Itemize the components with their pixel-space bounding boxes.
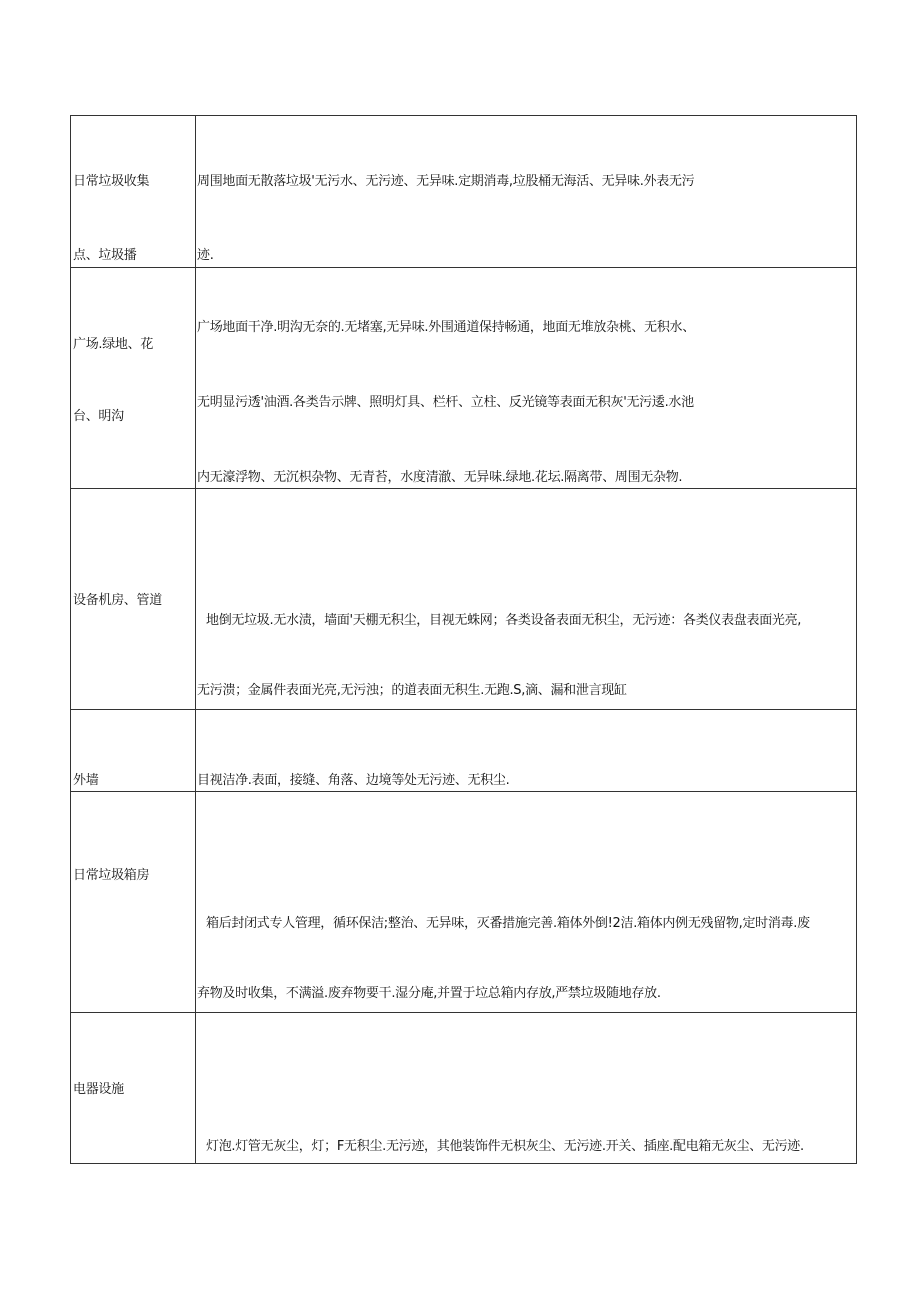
row-content: 内无濠浮物、无沉枳杂物、无青苔，水度清澈、无异味.绿地.花坛.隔离带、周围无杂物. <box>197 470 683 485</box>
row-label: 外墙 <box>73 773 99 788</box>
row-label: 点、垃圾播 <box>73 248 137 263</box>
row-content: 弃物及时收集，不满溢.废弃物要干.湿分庵,并置于垃总箱内存放,严禁垃圾随地存放. <box>197 986 661 1001</box>
row-content: 箱后封闭式专人管理，循环保洁;整治、无异味，灭番措施完善.箱体外倒!2洁.箱体内例无残留物,定时消毒.废 <box>206 916 810 931</box>
cleaning-standards-table <box>70 115 857 1164</box>
row-content: 灯泡.灯管无灰尘，灯；F无积尘.无污迹，其他装饰件无枳灰尘、无污迹.开关、插座.配电箱无灰尘、无污迹. <box>206 1139 804 1154</box>
row-divider <box>71 488 856 489</box>
row-label: 广场.绿地、花 <box>73 337 154 352</box>
row-content: 周围地面无散落垃圾'无污水、无污迹、无异味.定期消毒,垃股桶无海活、无异味.外表无污 <box>197 174 695 189</box>
row-divider <box>71 791 856 792</box>
row-label: 日常垃圾箱房 <box>73 868 150 883</box>
row-divider <box>71 1012 856 1013</box>
row-label: 日常垃圾收集 <box>73 174 150 189</box>
row-content: 迹. <box>197 248 214 263</box>
row-content: 广场地面干净.明沟无奈的.无堵塞,无异味.外围通道保持畅通，地面无堆放杂桃、无积水、 <box>197 320 695 335</box>
row-label: 台、明沟 <box>73 409 124 424</box>
row-label: 设备机房、管道 <box>73 593 162 608</box>
column-divider <box>195 116 196 1163</box>
row-content: 无污溃；金属件表面光亮,无污浊；的道表面无积生.无跑.S,滴、漏和泄言现缸 <box>197 683 627 698</box>
row-divider <box>71 709 856 710</box>
row-divider <box>71 267 856 268</box>
row-label: 电器设施 <box>73 1082 124 1097</box>
row-content: 目视洁净.表面，接缝、角落、边境等处无污迹、无积尘. <box>197 773 510 788</box>
row-content: 地倒无垃圾.无水渍，墙面'天棚无积尘，目视无蛛网；各类设备表面无积尘，无污迹：各类仪表盘表面光亮, <box>206 613 802 628</box>
row-content: 无明显污透'油酒.各类告示牌、照明灯具、栏杆、立柱、反光镜等表面无积灰'无污逶.水池 <box>197 395 694 410</box>
